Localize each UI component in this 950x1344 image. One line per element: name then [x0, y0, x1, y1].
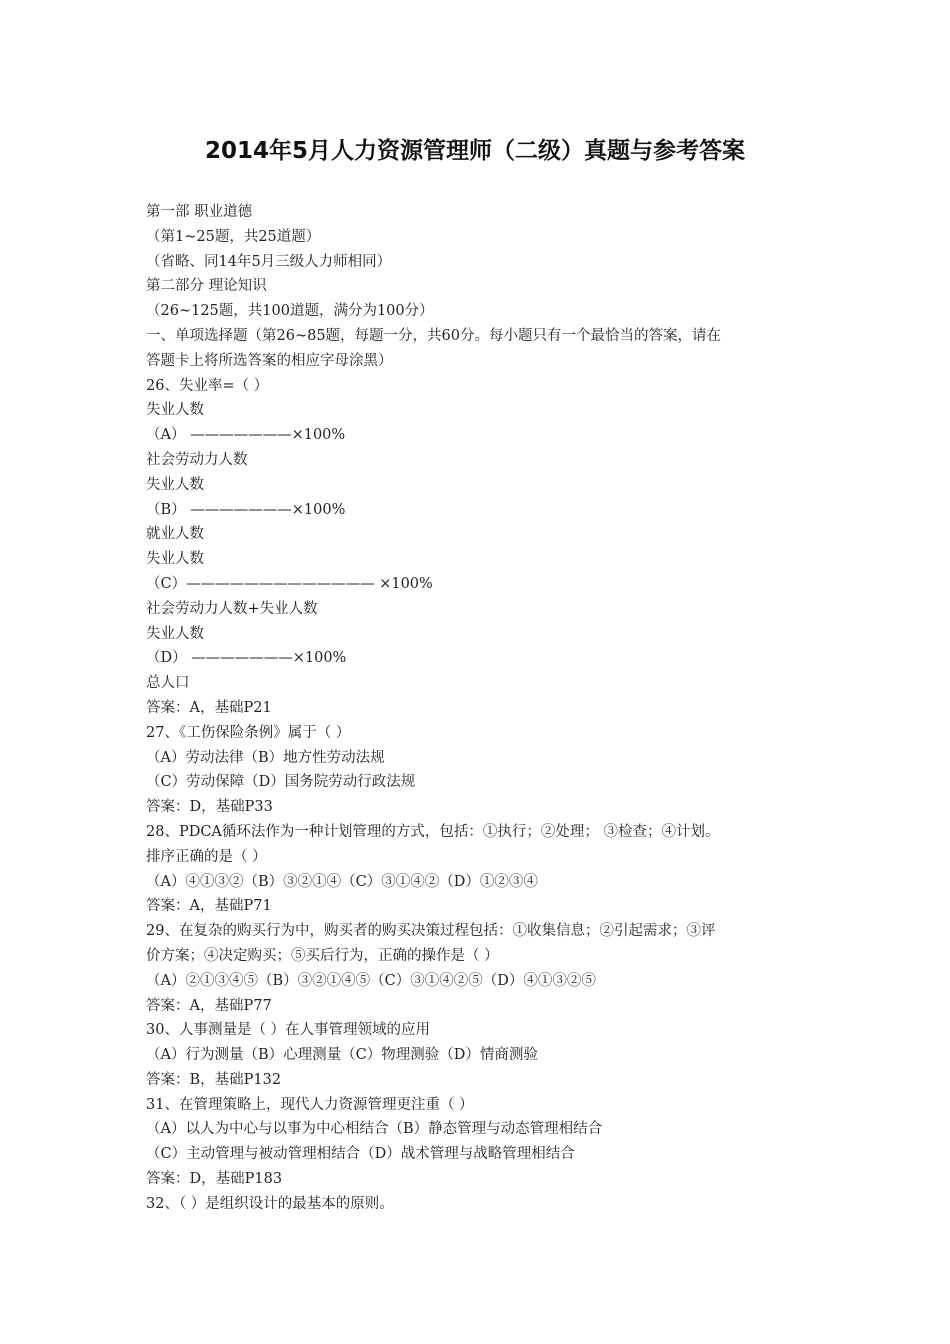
- text-line: （26~125题，共100道题，满分为100分）: [146, 303, 434, 320]
- text-line: 第一部 职业道德: [146, 204, 253, 220]
- text-line: （第1~25题，共25道题）: [146, 228, 321, 245]
- text-line: （B） ———————×100%: [146, 501, 346, 518]
- text-line: 答案：D，基础P183: [146, 1171, 283, 1188]
- text-line: 失业人数: [146, 476, 204, 493]
- text-line: 第二部分 理论知识: [146, 278, 267, 295]
- text-line: 答案：B，基础P132: [146, 1071, 282, 1088]
- text-line: 28、PDCA循环法作为一种计划管理的方式，包括：①执行；②处理； ③检查；④计划。: [146, 823, 720, 840]
- text-line: 27、《工伤保险条例》属于（ ）: [146, 724, 351, 741]
- text-line: （A）④①③②（B）③②①④（C）③①④②（D）①②③④: [146, 873, 538, 890]
- document-title: 2014年5月人力资源管理师（二级）真题与参考答案: [204, 138, 746, 164]
- text-line: 社会劳动力人数+失业人数: [146, 600, 318, 617]
- text-line: （D） ———————×100%: [146, 650, 347, 667]
- text-line: 答题卡上将所选答案的相应字母涂黑）: [146, 352, 393, 369]
- text-line: 就业人数: [146, 526, 204, 543]
- document-body: [146, 200, 816, 1217]
- text-line: 29、在复杂的购买行为中，购买者的购买决策过程包括：①收集信息；②引起需求；③评: [146, 923, 716, 940]
- text-line: 答案：A，基础P21: [146, 699, 272, 716]
- text-line: （A）劳动法律（B）地方性劳动法规: [146, 749, 385, 766]
- text-line: 32、（ ）是组织设计的最基本的原则。: [146, 1195, 394, 1212]
- text-line: 26、失业率=（ ）: [146, 377, 269, 394]
- text-line: （A）以人为中心与以事为中心相结合（B）静态管理与动态管理相结合: [146, 1121, 603, 1138]
- text-line: （C）劳动保障（D）国务院劳动行政法规: [146, 774, 416, 791]
- text-line: 31、在管理策略上，现代人力资源管理更注重（ ）: [146, 1096, 474, 1113]
- text-line: （C）主动管理与被动管理相结合（D）战术管理与战略管理相结合: [146, 1146, 575, 1163]
- text-line: （A） ———————×100%: [146, 427, 346, 444]
- text-line: 一、单项选择题（第26~85题，每题一分，共60分。每小题只有一个最恰当的答案，请在: [146, 327, 721, 344]
- text-line: 价方案；④决定购买；⑤买后行为，正确的操作是（ ）: [146, 947, 499, 964]
- text-line: 社会劳动力人数: [146, 451, 248, 468]
- text-line: 失业人数: [146, 402, 204, 419]
- text-line: 答案：A，基础P77: [146, 997, 272, 1014]
- text-line: （A）行为测量（B）心理测量（C）物理测验（D）情商测验: [146, 1047, 538, 1064]
- text-line: （C）————————————— ×100%: [146, 575, 433, 592]
- text-line: 总人口: [146, 675, 190, 692]
- text-line: 失业人数: [146, 551, 204, 568]
- text-line: （省略、同14年5月三级人力师相同）: [146, 253, 392, 270]
- text-line: 答案：A，基础P71: [146, 898, 272, 915]
- text-line: （A）②①③④⑤（B）③②①④⑤（C）③①④②⑤（D）④①③②⑤: [146, 972, 596, 989]
- text-line: 答案：D，基础P33: [146, 799, 273, 816]
- text-line: 排序正确的是（ ）: [146, 848, 267, 865]
- text-line: 30、人事测量是（ ）在人事管理领域的应用: [146, 1022, 431, 1039]
- text-line: 失业人数: [146, 625, 204, 642]
